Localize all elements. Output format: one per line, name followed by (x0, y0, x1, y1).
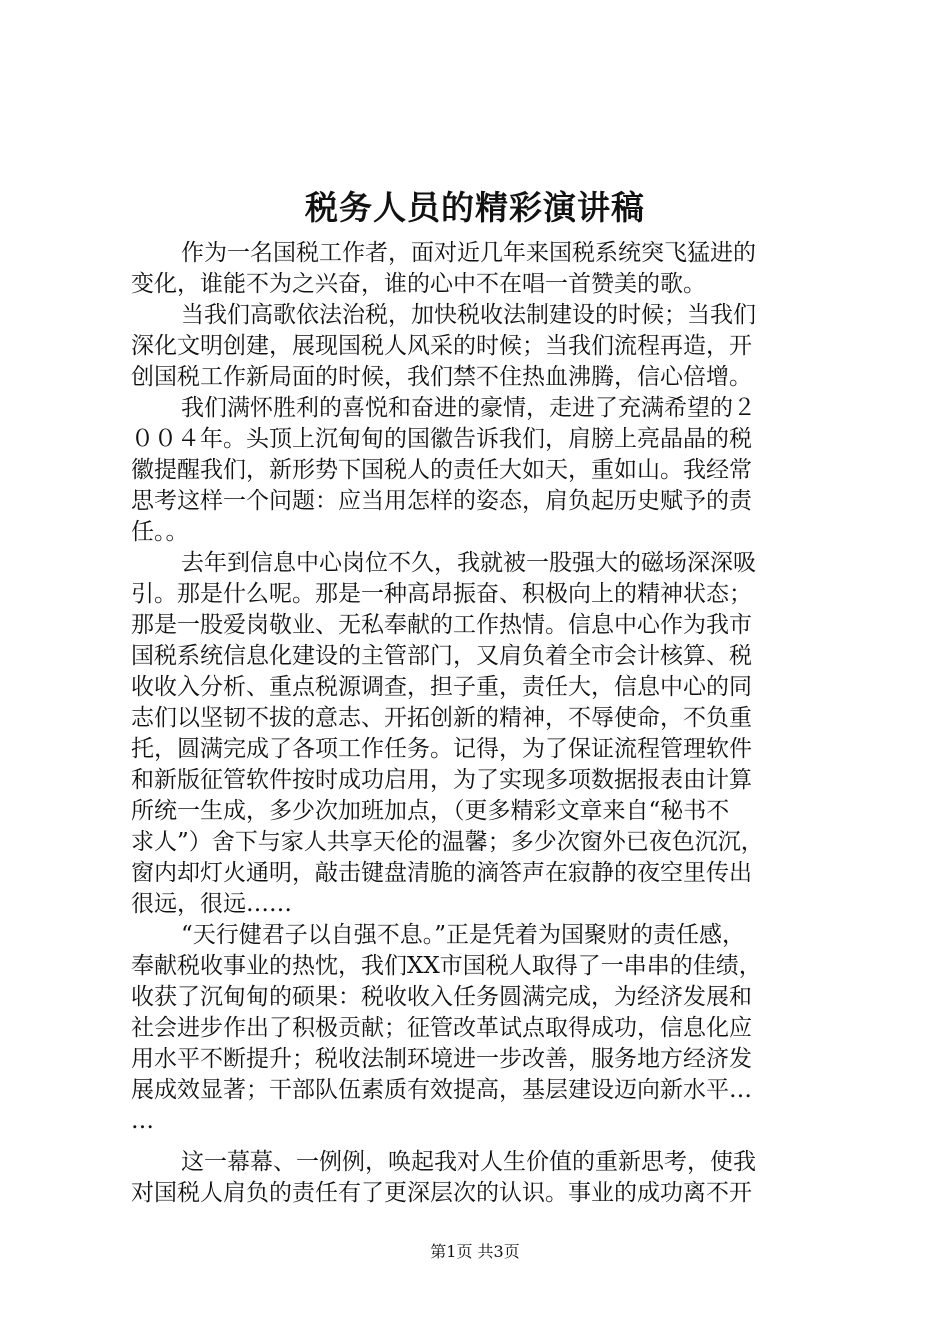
text-line: ００４年。头顶上沉甸甸的国徽告诉我们，肩膀上亮晶晶的税 (131, 426, 752, 452)
text-line: 徽提醒我们，新形势下国税人的责任大如天，重如山。我经常 (131, 457, 752, 483)
document-title: 税务人员的精彩演讲稿 (305, 188, 645, 227)
text-line: 托，圆满完成了各项工作任务。记得，为了保证流程管理软件 (131, 736, 752, 762)
document-body (131, 238, 831, 1209)
text-line: 那是一股爱岗敬业、无私奉献的工作热情。信息中心作为我市 (131, 612, 752, 638)
text-line: 这一幕幕、一例例，唤起我对人生价值的重新思考，使我 (181, 1149, 756, 1175)
text-line: 当我们高歌依法治税，加快税收法制建设的时候；当我们 (181, 302, 756, 328)
text-line: 变化，谁能不为之兴奋，谁的心中不在唱一首赞美的歌。 (131, 271, 706, 297)
text-line: 求人”）舍下与家人共享天伦的温馨；多少次窗外已夜色沉沉， (131, 829, 764, 855)
text-line: “天行健君子以自强不息。”正是凭着为国聚财的责任感， (181, 922, 746, 948)
text-line: 创国税工作新局面的时候，我们禁不住热血沸腾，信心倍增。 (131, 364, 752, 390)
text-line: 窗内却灯火通明，敲击键盘清脆的滴答声在寂静的夜空里传出 (131, 860, 752, 886)
text-line: 和新版征管软件按时成功启用，为了实现多项数据报表由计算 (131, 767, 752, 793)
text-line: 志们以坚韧不拔的意志、开拓创新的精神，不辱使命，不负重 (131, 705, 752, 731)
text-line: 作为一名国税工作者，面对近几年来国税系统突飞猛进的 (181, 240, 756, 266)
text-line: 奉献税收事业的热忱，我们XX市国税人取得了一串串的佳绩， (131, 953, 762, 979)
text-line: 社会进步作出了积极贡献；征管改革试点取得成功，信息化应 (131, 1015, 752, 1041)
text-line: … (131, 1108, 154, 1134)
text-line: 思考这样一个问题：应当用怎样的姿态，肩负起历史赋予的责 (131, 488, 752, 514)
text-line: 用水平不断提升；税收法制环境进一步改善，服务地方经济发 (131, 1046, 752, 1072)
text-line: 深化文明创建，展现国税人风采的时候；当我们流程再造，开 (131, 333, 752, 359)
text-line: 引。那是什么呢。那是一种高昂振奋、积极向上的精神状态； (131, 581, 752, 607)
text-line: 去年到信息中心岗位不久，我就被一股强大的磁场深深吸 (181, 550, 756, 576)
text-line: 很远，很远…… (131, 891, 292, 917)
text-line: 国税系统信息化建设的主管部门，又肩负着全市会计核算、税 (131, 643, 752, 669)
text-line: 所统一生成，多少次加班加点，（更多精彩文章来自“秘书不 (131, 798, 730, 824)
text-line: 展成效显著；干部队伍素质有效提高，基层建设迈向新水平… (131, 1077, 752, 1103)
text-line: 任。。 (131, 519, 189, 545)
text-line: 收收入分析、重点税源调查，担子重，责任大，信息中心的同 (131, 674, 752, 700)
page-footer: 第1页 共3页 (430, 1242, 520, 1261)
text-line: 对国税人肩负的责任有了更深层次的认识。事业的成功离不开 (131, 1180, 752, 1206)
text-line: 收获了沉甸甸的硕果：税收收入任务圆满完成，为经济发展和 (131, 984, 752, 1010)
text-line: 我们满怀胜利的喜悦和奋进的豪情，走进了充满希望的２ (181, 395, 756, 421)
